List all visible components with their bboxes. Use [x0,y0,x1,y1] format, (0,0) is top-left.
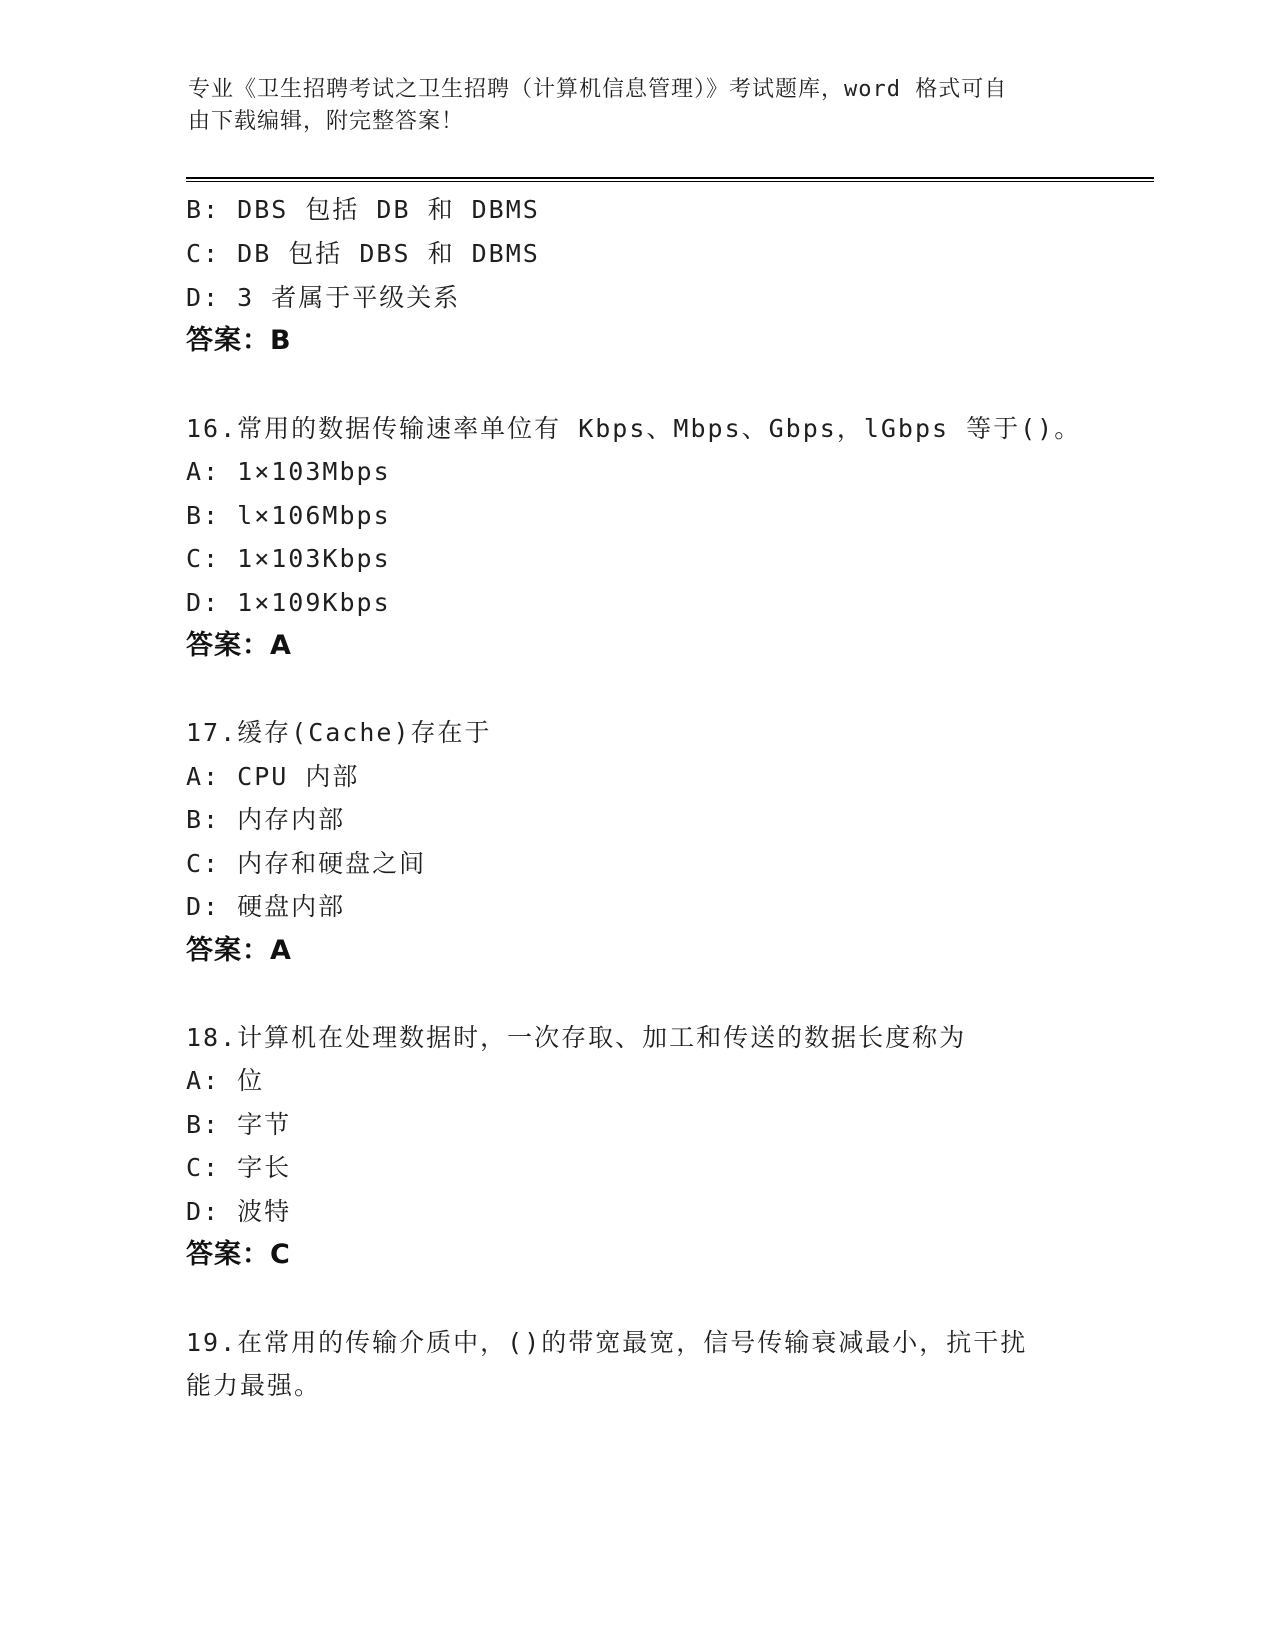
header-line-2: 由下载编辑，附完整答案！ [188,109,465,134]
q19-question-line-2: 能力最强。 [186,1371,322,1400]
header-divider [186,177,1154,182]
q18-option-b: B: 字节 [186,1110,292,1139]
q18-answer: 答案：C [186,1239,291,1270]
q15-option-c: C: DB 包括 DBS 和 DBMS [186,239,540,268]
q16-option-d: D: 1×109Kbps [186,588,391,617]
q17-answer: 答案：A [186,935,292,966]
q17-option-a: A: CPU 内部 [186,762,360,791]
header-line-1: 专业《卫生招聘考试之卫生招聘（计算机信息管理）》考试题库，word 格式可自 [188,77,1008,102]
q15-option-b: B: DBS 包括 DB 和 DBMS [186,195,540,224]
q16-option-c: C: 1×103Kbps [186,544,391,573]
q16-answer: 答案：A [186,630,292,661]
q17-option-b: B: 内存内部 [186,805,346,834]
q18-option-a: A: 位 [186,1066,265,1095]
q16-option-a: A: 1×103Mbps [186,457,391,486]
q17-question: 17.缓存(Cache)存在于 [186,718,492,747]
q16-option-b: B: l×106Mbps [186,501,391,530]
q19-question-line-1: 19.在常用的传输介质中，()的带宽最宽，信号传输衰减最小，抗干扰 [186,1328,1028,1357]
q18-option-c: C: 字长 [186,1153,292,1182]
document-header [188,74,1068,138]
q15-option-d: D: 3 者属于平级关系 [186,283,461,312]
q16-question: 16.常用的数据传输速率单位有 Kbps、Mbps、Gbps，lGbps 等于()。 [186,414,1082,443]
q15-answer: 答案：B [186,325,292,356]
q17-option-c: C: 内存和硬盘之间 [186,849,427,878]
q18-question: 18.计算机在处理数据时，一次存取、加工和传送的数据长度称为 [186,1023,967,1052]
q17-option-d: D: 硬盘内部 [186,892,346,921]
q18-option-d: D: 波特 [186,1197,292,1226]
